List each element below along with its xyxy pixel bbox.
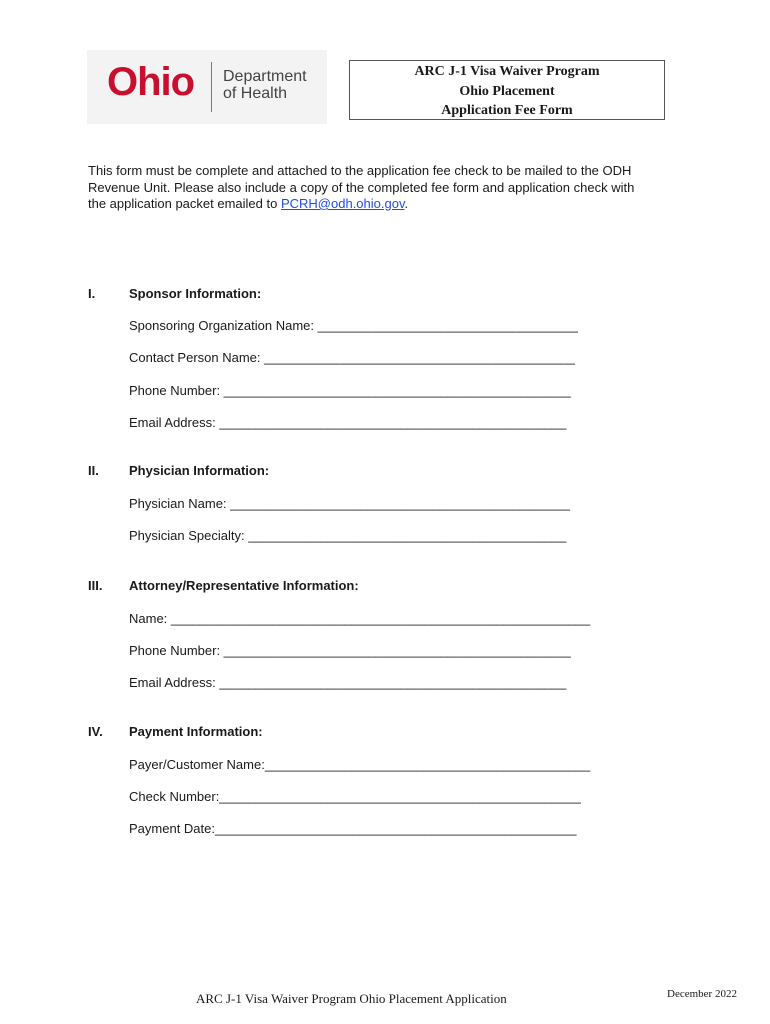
check-number-field[interactable]: Check Number:__________________________________________________ (129, 789, 581, 804)
logo-brand: Ohio (107, 60, 195, 104)
payer-name-field[interactable]: Payer/Customer Name:_____________________________________________ (129, 757, 591, 772)
physician-name-field[interactable]: Physician Name: _______________________________________________ (129, 496, 570, 511)
logo-department (223, 68, 307, 102)
attorney-name-field[interactable]: Name: __________________________________________________________ (129, 611, 591, 626)
section-title-sponsor: Sponsor Information: (129, 286, 262, 301)
section-title-attorney: Attorney/Representative Information: (129, 578, 359, 593)
sponsoring-organization-field[interactable]: Sponsoring Organization Name: ____________________________________ (129, 318, 578, 333)
title-line2: Ohio Placement (459, 83, 555, 99)
payment-date-field[interactable]: Payment Date:__________________________________________________ (129, 821, 577, 836)
attorney-phone-field[interactable]: Phone Number: ________________________________________________ (129, 643, 571, 658)
email-link[interactable]: PCRH@odh.ohio.gov (280, 196, 405, 211)
attorney-email-field[interactable]: Email Address: ________________________________________________ (129, 675, 567, 690)
intro-paragraph (88, 163, 648, 213)
sponsor-phone-field[interactable]: Phone Number: ________________________________________________ (129, 383, 571, 398)
footer-date: December 2022 (667, 988, 737, 1000)
section-number-2: II. (88, 463, 99, 478)
logo-dept-line1: Department (223, 68, 307, 85)
odh-logo (87, 50, 327, 124)
physician-specialty-field[interactable]: Physician Specialty: ____________________________________________ (129, 528, 567, 543)
form-title-box (349, 60, 665, 120)
footer-title: ARC J-1 Visa Waiver Program Ohio Placement Application (196, 991, 507, 1006)
logo-dept-line2: of Health (223, 85, 288, 102)
contact-person-field[interactable]: Contact Person Name: ___________________________________________ (129, 350, 576, 365)
logo-divider (211, 62, 212, 112)
section-title-physician: Physician Information: (129, 463, 270, 478)
title-line1: ARC J-1 Visa Waiver Program (414, 64, 600, 79)
section-number-4: IV. (88, 724, 103, 739)
sponsor-email-field[interactable]: Email Address: ________________________________________________ (129, 415, 567, 430)
section-number-1: I. (88, 286, 96, 301)
intro-text-end: . (404, 196, 409, 211)
section-title-payment: Payment Information: (129, 724, 263, 739)
intro-text: This form must be complete and attached to the application fee check to be mailed to the ODH Revenue Unit. Please also include a copy of the completed fee form and application check with the application packet emailed to (88, 163, 635, 211)
title-line3: Application Fee Form (441, 103, 573, 118)
section-number-3: III. (88, 578, 103, 593)
